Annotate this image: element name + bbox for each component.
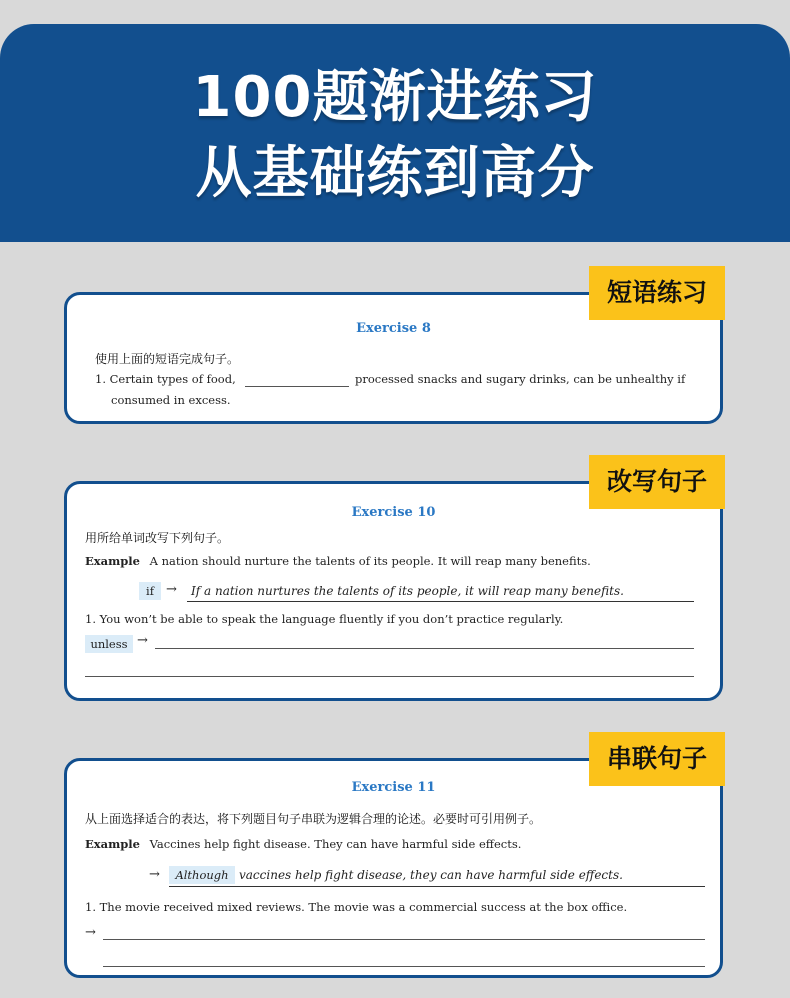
answer-line[interactable] xyxy=(155,648,694,649)
example-label: Example xyxy=(85,837,140,851)
question-lead: 1. Certain types of food, xyxy=(95,372,236,386)
answer-line[interactable] xyxy=(85,676,694,677)
answer-line[interactable] xyxy=(103,966,705,967)
example-label: Example xyxy=(85,554,140,568)
example-answer-underline xyxy=(169,886,705,887)
headline-line-1: 100题渐进练习 xyxy=(192,65,598,130)
answer-line[interactable] xyxy=(103,939,705,940)
question-1: 1. The movie received mixed reviews. The movie was a commercial success at the box office. xyxy=(85,900,628,914)
arrow-icon: → xyxy=(149,867,160,882)
exercise-title: Exercise 11 xyxy=(351,780,436,795)
example-answer: If a nation nurtures the talents of its people, it will reap many benefits. xyxy=(191,584,624,598)
example-sentence: Vaccines help fight disease. They can have harmful side effects. xyxy=(149,837,522,851)
exercise-instruction: 用所给单词改写下列句子。 xyxy=(85,531,230,545)
connector-word: Although xyxy=(175,868,229,882)
arrow-icon: → xyxy=(85,925,96,940)
section-tag-connect: 串联句子 xyxy=(589,732,725,786)
header-banner xyxy=(0,24,790,242)
question-tail: processed snacks and sugary drinks, can be unhealthy if xyxy=(355,372,686,386)
example-row xyxy=(85,554,591,568)
connector-chip xyxy=(169,866,235,884)
example-answer-underline xyxy=(187,601,694,602)
example-sentence: A nation should nurture the talents of its people. It will reap many benefits. xyxy=(149,554,591,568)
given-word-chip: unless xyxy=(85,635,133,653)
example-answer: vaccines help fight disease, they can have harmful side effects. xyxy=(239,868,623,882)
given-word-chip: if xyxy=(139,582,161,600)
arrow-icon: → xyxy=(137,633,148,648)
exercise-instruction: 使用上面的短语完成句子。 xyxy=(95,352,240,366)
section-tag-rewrite: 改写句子 xyxy=(589,455,725,509)
section-tag-phrases: 短语练习 xyxy=(589,266,725,320)
exercise-title: Exercise 10 xyxy=(351,505,436,520)
exercise-card-11 xyxy=(64,758,723,978)
arrow-icon: → xyxy=(166,582,177,597)
headline-line-2: 从基础练到高分 xyxy=(195,141,595,206)
example-row xyxy=(85,837,521,851)
question-continuation: consumed in excess. xyxy=(111,393,231,407)
question-1: 1. You won’t be able to speak the language fluently if you don’t practice regularly. xyxy=(85,612,564,626)
answer-blank[interactable] xyxy=(245,386,349,387)
exercise-card-10 xyxy=(64,481,723,701)
exercise-instruction: 从上面选择适合的表达，将下列题目句子串联为逻辑合理的论述。必要时可引用例子。 xyxy=(85,812,542,826)
exercise-title: Exercise 8 xyxy=(356,321,431,336)
